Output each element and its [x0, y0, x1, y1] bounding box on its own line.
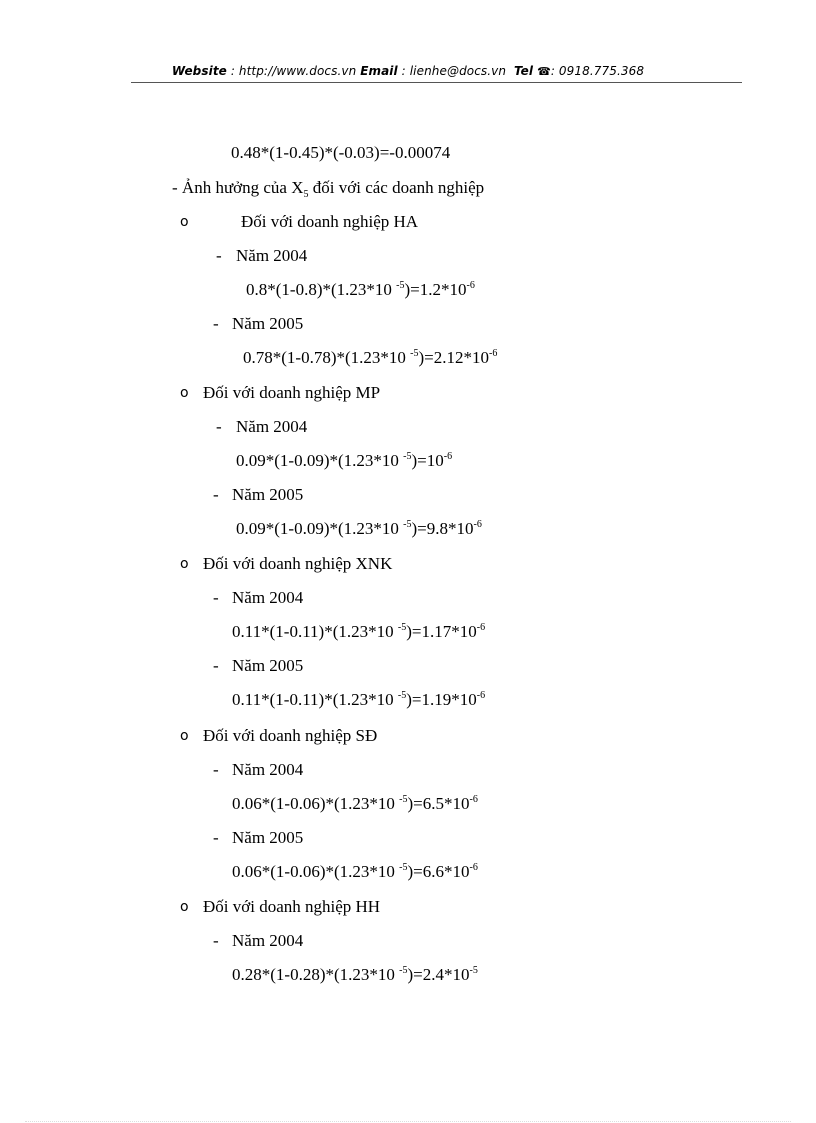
bullet-icon: o — [180, 214, 189, 230]
formula-exponent: -5 — [397, 622, 407, 633]
formula-base: 0.09*(1-0.09)*(1.23*10 — [236, 519, 399, 538]
group-title-xnk: Đối với doanh nghiệp XNK — [203, 554, 393, 573]
formula-line — [246, 279, 475, 301]
email-value[interactable]: lienhe@docs.vn — [409, 64, 507, 78]
year-label: Năm 2005 — [232, 828, 304, 847]
formula-exponent: -6 — [466, 280, 475, 291]
formula-base: 0.06*(1-0.06)*(1.23*10 — [232, 862, 395, 881]
formula-base: 0.06*(1-0.06)*(1.23*10 — [232, 794, 395, 813]
formula-result: )=2.4*10 — [407, 965, 470, 984]
year-label: Năm 2005 — [232, 656, 304, 675]
formula-line — [243, 347, 497, 369]
formula-exponent: -5 — [403, 451, 412, 462]
section-subscript: 5 — [303, 189, 309, 200]
year-label: Năm 2005 — [232, 314, 304, 333]
formula-exponent: -5 — [403, 519, 412, 530]
header-divider — [131, 82, 742, 83]
dash-icon: - — [213, 931, 219, 950]
formula-line — [232, 621, 485, 643]
formula-base: 0.8*(1-0.8)*(1.23*10 — [246, 280, 392, 299]
formula-exponent: -6 — [443, 451, 453, 462]
bullet-icon: o — [180, 385, 189, 401]
formula-base: 0.28*(1-0.28)*(1.23*10 — [232, 965, 395, 984]
section-heading — [172, 177, 484, 199]
formula-exponent: -5 — [469, 965, 478, 976]
year-label: Năm 2004 — [232, 931, 304, 950]
formula-exponent: -5 — [399, 965, 408, 976]
website-label: Website — [171, 64, 227, 78]
email-label: Email — [360, 64, 398, 78]
tel-label: Tel — [513, 64, 534, 78]
formula-exponent: -6 — [476, 690, 486, 701]
formula-exponent: -6 — [476, 622, 486, 633]
formula-result: )=6.5*10 — [407, 794, 470, 813]
formula-line — [232, 793, 478, 815]
formula-exponent: -5 — [399, 794, 408, 805]
formula-line — [236, 450, 452, 472]
formula-exponent: -5 — [399, 862, 408, 873]
dash-icon: - — [213, 314, 219, 333]
formula-exponent: -6 — [469, 794, 478, 805]
group-title-mp: Đối với doanh nghiệp MP — [203, 383, 381, 402]
formula-line — [232, 861, 478, 883]
dash-icon: - — [213, 485, 219, 504]
formula-exponent: -5 — [410, 348, 419, 359]
formula-exponent: -6 — [469, 862, 478, 873]
bullet-icon: o — [180, 556, 189, 572]
group-title-ha: Đối với doanh nghiệp HA — [241, 212, 419, 231]
formula-result: )=1.19*10 — [406, 690, 477, 709]
formula-exponent: -6 — [473, 519, 482, 530]
formula-result: )=9.8*10 — [411, 519, 474, 538]
year-label: Năm 2004 — [236, 417, 308, 436]
website-url[interactable]: http://www.docs.vn — [238, 64, 357, 78]
formula-base: 0.11*(1-0.11)*(1.23*10 — [232, 690, 394, 709]
year-label: Năm 2005 — [232, 485, 304, 504]
tel-value: : 0918.775.368 — [550, 64, 645, 78]
bullet-icon: o — [180, 899, 189, 915]
formula-result: )=1.17*10 — [406, 622, 477, 641]
year-label: Năm 2004 — [232, 588, 304, 607]
dash-icon: - — [216, 417, 222, 436]
formula-base: 0.09*(1-0.09)*(1.23*10 — [236, 451, 399, 470]
formula-base: 0.78*(1-0.78)*(1.23*10 — [243, 348, 406, 367]
dash-icon: - — [216, 246, 222, 265]
year-label: Năm 2004 — [236, 246, 308, 265]
formula-exponent: -5 — [397, 690, 407, 701]
page-bottom-edge — [25, 1121, 791, 1122]
page-header — [0, 64, 816, 78]
formula-exponent: -5 — [396, 280, 405, 291]
dash-icon: - — [213, 828, 219, 847]
formula-top: 0.48*(1-0.45)*(-0.03)=-0.00074 — [231, 143, 451, 162]
formula-line — [232, 964, 478, 986]
email-sep: : — [397, 64, 410, 78]
formula-line — [232, 689, 485, 711]
group-title-sd: Đối với doanh nghiệp SĐ — [203, 726, 378, 745]
group-title-hh: Đối với doanh nghiệp HH — [203, 897, 381, 916]
formula-result: )=6.6*10 — [407, 862, 470, 881]
formula-result: )=2.12*10 — [418, 348, 489, 367]
dash-icon: - — [213, 760, 219, 779]
website-sep: : — [226, 64, 239, 78]
dash-icon: - — [213, 656, 219, 675]
formula-result: )=10 — [411, 451, 444, 470]
dash-icon: - — [213, 588, 219, 607]
section-prefix: - Ảnh hưởng của X — [172, 178, 304, 197]
formula-base: 0.11*(1-0.11)*(1.23*10 — [232, 622, 394, 641]
bullet-icon: o — [180, 728, 189, 744]
section-suffix: đối với các doanh nghiệp — [308, 178, 485, 197]
formula-result: )=1.2*10 — [404, 280, 467, 299]
formula-line — [236, 518, 482, 540]
phone-icon: ☎ — [537, 65, 551, 78]
year-label: Năm 2004 — [232, 760, 304, 779]
formula-exponent: -6 — [489, 348, 498, 359]
